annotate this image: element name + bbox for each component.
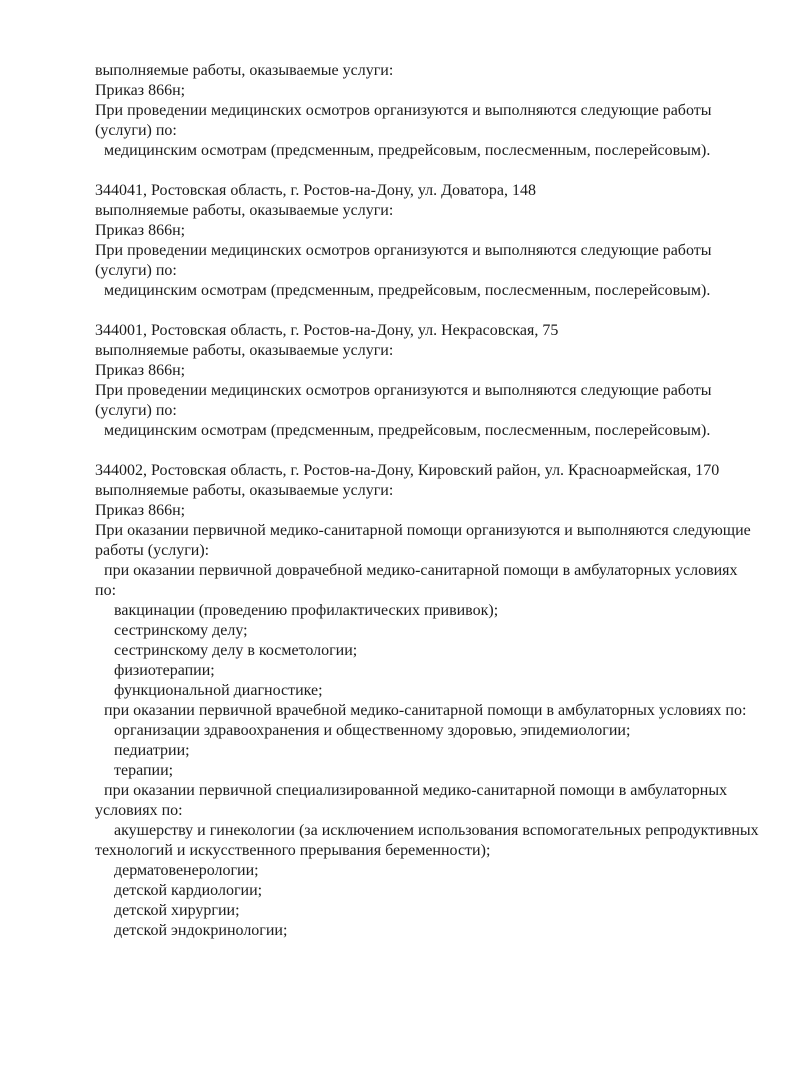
- doc-line: Приказ 866н;: [95, 502, 186, 519]
- doc-line: (услуги) по:: [95, 262, 177, 279]
- doc-line: Приказ 866н;: [95, 82, 186, 99]
- section-address-344001: [95, 321, 785, 441]
- doc-line: сестринскому делу в косметологии;: [114, 642, 358, 659]
- doc-line: При оказании первичной медико-санитарной помощи организуются и выполняются следующие: [95, 522, 751, 539]
- doc-line: медицинским осмотрам (предсменным, предрейсовым, послесменным, послерейсовым).: [104, 422, 711, 439]
- doc-line: Приказ 866н;: [95, 362, 186, 379]
- doc-line: физиотерапии;: [114, 662, 215, 679]
- doc-line: 344002, Ростовская область, г. Ростов-на-Дону, Кировский район, ул. Красноармейская, 170: [95, 462, 720, 479]
- doc-line: При проведении медицинских осмотров организуются и выполняются следующие работы: [95, 102, 712, 119]
- doc-line: педиатрии;: [114, 742, 190, 759]
- doc-line: Приказ 866н;: [95, 222, 186, 239]
- doc-line: работы (услуги):: [95, 542, 210, 559]
- doc-line: условиях по:: [95, 802, 183, 819]
- doc-line: по:: [95, 582, 117, 599]
- doc-line: вакцинации (проведению профилактических прививок);: [114, 602, 499, 619]
- doc-line: (услуги) по:: [95, 122, 177, 139]
- doc-line: дерматовенерологии;: [114, 862, 259, 879]
- document-body: [95, 61, 785, 941]
- doc-line: организации здравоохранения и общественному здоровью, эпидемиологии;: [114, 722, 631, 739]
- doc-line: детской хирургии;: [114, 902, 240, 919]
- section-works-continuation: [95, 61, 785, 161]
- doc-line: выполняемые работы, оказываемые услуги:: [95, 202, 394, 219]
- doc-line: (услуги) по:: [95, 402, 177, 419]
- doc-line: сестринскому делу;: [114, 622, 248, 639]
- section-address-344041: [95, 181, 785, 301]
- doc-line: технологий и искусственного прерывания беременности);: [95, 842, 491, 859]
- doc-line: медицинским осмотрам (предсменным, предрейсовым, послесменным, послерейсовым).: [104, 282, 711, 299]
- doc-line: медицинским осмотрам (предсменным, предрейсовым, послесменным, послерейсовым).: [104, 142, 711, 159]
- doc-line: при оказании первичной врачебной медико-санитарной помощи в амбулаторных условиях по:: [104, 702, 747, 719]
- doc-line: выполняемые работы, оказываемые услуги:: [95, 482, 394, 499]
- section-address-344002: [95, 461, 785, 941]
- doc-line: акушерству и гинекологии (за исключением использования вспомогательных репродуктивных: [114, 822, 759, 839]
- doc-line: при оказании первичной доврачебной медико-санитарной помощи в амбулаторных условиях: [104, 562, 738, 579]
- doc-line: терапии;: [114, 762, 174, 779]
- doc-line: При проведении медицинских осмотров организуются и выполняются следующие работы: [95, 242, 712, 259]
- doc-line: 344001, Ростовская область, г. Ростов-на-Дону, ул. Некрасовская, 75: [95, 322, 559, 339]
- doc-line: при оказании первичной специализированной медико-санитарной помощи в амбулаторных: [104, 782, 728, 799]
- doc-line: детской эндокринологии;: [114, 922, 288, 939]
- doc-line: выполняемые работы, оказываемые услуги:: [95, 342, 394, 359]
- doc-line: выполняемые работы, оказываемые услуги:: [95, 62, 394, 79]
- doc-line: функциональной диагностике;: [114, 682, 323, 699]
- doc-line: 344041, Ростовская область, г. Ростов-на-Дону, ул. Доватора, 148: [95, 182, 536, 199]
- doc-line: При проведении медицинских осмотров организуются и выполняются следующие работы: [95, 382, 712, 399]
- doc-line: детской кардиологии;: [114, 882, 263, 899]
